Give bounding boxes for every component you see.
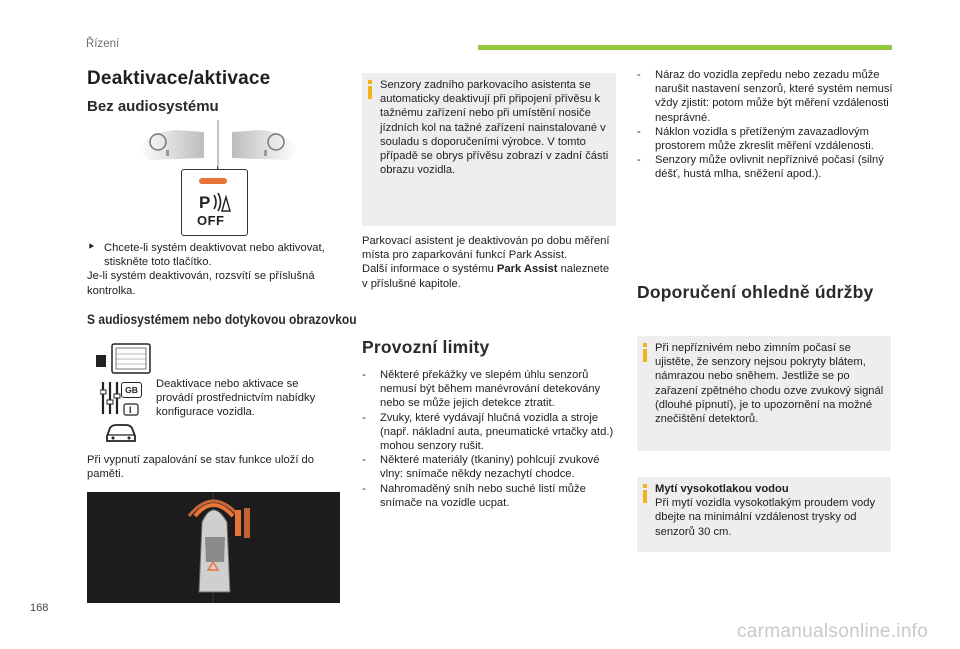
instruction-paragraph [87, 241, 327, 298]
maintenance-title: Doporučení ohledně údržby [637, 282, 874, 302]
maintenance-info-box [637, 336, 891, 451]
info-marker-icon [368, 80, 372, 99]
list-item: - Zvuky, které vydávají hlučná vozidla a stroje (např. nákladní auta, pneumatické vrtačky atd.) mohou senzory rušit. [362, 411, 618, 454]
menu-text: Deaktivace nebo aktivace se provádí prostřednictvím nabídky konfigurace vozidla. [156, 378, 316, 419]
trailer-info-text: Senzory zadního parkovacího asistenta se automaticky deaktivují při připojení přívěsu k tažnému zařízení nebo při umístění nosiče jízdních kol na tažné zařízení nainstalované v souladu s doporučeními výrobce. V tomto případě se obrys přívěsu zobrazí v zadní části obrazu vozidla. [380, 79, 609, 177]
washing-text: Při mytí vozidla vysokotlakým proudem vody dbejte na minimální vzdálenost trysky od senzorů 30 cm. [655, 497, 876, 538]
park-assist-ref-bold: Park Assist [496, 263, 558, 276]
page-title: Deaktivace/aktivace [87, 68, 271, 89]
parking-sensor-icon [199, 191, 231, 213]
gb-badge: GB [121, 382, 142, 398]
subtitle-no-audio: Bez audiosystému [87, 98, 219, 115]
list-item: - Náklon vozidla s přetíženým zavazadlovým prostorem může zkreslit měření vzdálenosti. [637, 125, 893, 153]
limits-title: Provozní limity [362, 337, 490, 357]
instruction-text: Chcete-li systém deaktivovat nebo aktivovat, stiskněte toto tlačítko. [104, 242, 325, 269]
section-title: Řízení [86, 38, 120, 50]
bullet-arrow-icon: ⯈ [87, 242, 95, 253]
washing-info-content [655, 482, 885, 539]
svg-text:P: P [199, 193, 211, 212]
off-label: OFF [197, 213, 225, 228]
page-number: 168 [30, 602, 49, 614]
subtitle-audio: S audiosystémem nebo dotykovou obrazovkou [87, 311, 357, 327]
washing-title: Mytí vysokotlakou vodou [655, 483, 789, 495]
limits-list-continued [637, 68, 893, 182]
info-marker-icon [643, 343, 647, 362]
park-assist-ref-suffix: naleznete v příslušné kapitole. [362, 263, 610, 290]
park-assist-ref-prefix: Další informace o systému [362, 263, 494, 276]
trailer-info-box [362, 73, 616, 226]
limits-list [362, 368, 618, 510]
section-rule [478, 45, 892, 50]
dashboard-illustration-icon [138, 120, 298, 172]
info-marker-icon [643, 484, 647, 503]
maintenance-info-text: Při nepříznivém nebo zimním počasí se ujistěte, že senzory nejsou pokryty blátem, námrazou nebo sněhem. Jestliže se po zařazení zpětného chodu ozve zvukový signál (dlouhé pípnutí), je to upozornění na možné znečištění detektorů. [655, 342, 884, 426]
svg-text:I: I [129, 405, 132, 415]
list-item: - Některé překážky ve slepém úhlu senzorů nemusí být během manévrování detekovány nebo se může jejich detekce ztratit. [362, 368, 618, 411]
memory-note: Při vypnutí zapalování se stav funkce uloží do paměti. [87, 454, 314, 481]
list-item: - Náraz do vozidla zepředu nebo zezadu může narušit nastavení senzorů, které systém nemusí vždy zjistit: potom může být měření vzdálenosti nesprávné. [637, 68, 893, 125]
list-item: - Nahromaděný sníh nebo suché listí může snímače na vozidle ucpat. [362, 482, 618, 510]
car-top-view-icon [87, 492, 340, 603]
park-assist-paragraph [362, 234, 612, 291]
watermark: carmanualsonline.info [737, 621, 929, 642]
park-assist-text: Parkovací asistent je deaktivován po dobu měření místa pro zaparkování funkcí Park Assist. [362, 235, 610, 262]
indicator-note: Je-li systém deaktivován, rozsvítí se příslušná kontrolka. [87, 270, 315, 297]
vehicle-settings-icon [104, 422, 138, 444]
washing-info-box [637, 477, 891, 552]
touchscreen-icon [96, 343, 152, 375]
rear-camera-screen [87, 492, 340, 603]
indicator-lamp-icon [199, 178, 227, 184]
list-item: - Některé materiály (tkaniny) pohlcují zvukové vlny: snímače někdy nezachytí chodce. [362, 453, 618, 481]
park-sensor-off-button[interactable] [181, 169, 248, 236]
list-item: - Senzory může ovlivnit nepříznivé počasí (silný déšť, hustá mlha, sněžení apod.). [637, 153, 893, 181]
